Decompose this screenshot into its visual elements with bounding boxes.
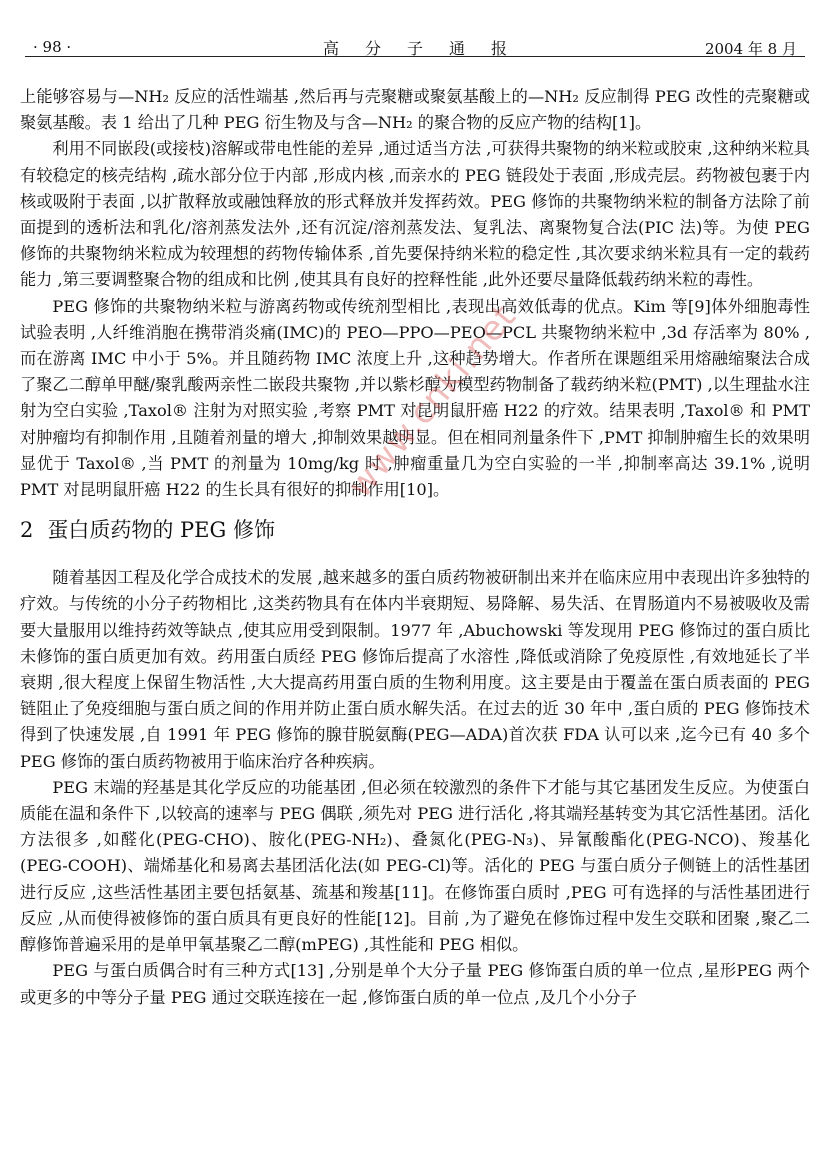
paragraph-1: 上能够容易与—NH₂ 反应的活性端基 ,然后再与壳聚糖或聚氨基酸上的—NH₂ 反应制得 PEG 改性的壳聚糖或聚氨基酸。表 1 给出了几种 PEG 衍生物及与含—NH₂ 的聚合物的反应产物的结构[1]。 [20,87,810,133]
journal-title: 高分子通报 [322,39,533,58]
running-header [25,30,805,57]
paragraph-2: 利用不同嵌段(或接枝)溶解或带电性能的差异 ,通过适当方法 ,可获得共聚物的纳米粒或胶束 ,这种纳米粒具有较稳定的核壳结构 ,疏水部分位于内部 ,形成内核 ,而亲水的 PEG 链段处于表面 ,形成壳层。药物被包裹于内核或吸附于表面 ,以扩散释放或融蚀释放的形式释放并发挥药效。PEG 修饰的共聚物纳米粒的制备方法除了前面提到的透析法和乳化/溶剂蒸发法外 ,还有沉淀/溶剂蒸发法、复乳法、离聚物复合法(PIC 法)等。为使 PEG 修饰的共聚物纳米粒成为较理想的药物传输体系 ,首先要保持纳米粒的稳定性 ,其次要求纳米粒具有一定的载药能力 ,第三要调整聚合物的组成和比例 ,使其具有良好的控释性能 ,此外还要尽量降低载药纳米粒的毒性。 [20,139,810,290]
section-number: 2 [20,518,34,543]
page-number: · 98 · [33,38,72,56]
section-heading [20,515,810,545]
paragraph-4: 随着基因工程及化学合成技术的发展 ,越来越多的蛋白质药物被研制出来并在临床应用中表现出许多独特的疗效。与传统的小分子药物相比 ,这类药物具有在体内半衰期短、易降解、易失活、在胃肠道内不易被吸收及需要大量服用以维持药效等缺点 ,使其应用受到限制。1977 年 ,Abuchowski 等发现用 PEG 修饰过的蛋白质比未修饰的蛋白质更加有效。药用蛋白质经 PEG 修饰后提高了水溶性 ,降低或消除了免疫原性 ,有效地延长了半衰期 ,很大程度上保留生物活性 ,大大提高药用蛋白质的生物利用度。这主要是由于覆盖在蛋白质表面的 PEG 链阻止了免疫细胞与蛋白质之间的作用并防止蛋白质水解失活。在过去的近 30 年中 ,蛋白质的 PEG 修饰技术得到了快速发展 ,自 1991 年 PEG 修饰的腺苷脱氨酶(PEG—ADA)首次获 FDA 认可以来 ,迄今已有 40 多个 PEG 修饰的蛋白质药物被用于临床治疗各种疾病。 [20,568,810,771]
issue-date: 2004 年 8 月 [704,40,797,58]
watermark: www.cnki.net [340,296,525,506]
article-body [20,84,810,1011]
paragraph-5: PEG 末端的羟基是其化学反应的功能基团 ,但必须在较激烈的条件下才能与其它基团发生反应。为使蛋白质能在温和条件下 ,以较高的速率与 PEG 偶联 ,须先对 PEG 进行活化 ,将其端羟基转变为其它活性基团。活化方法很多 ,如醛化(PEG-CHO)、胺化(PEG-NH₂)、叠氮化(PEG-N₃)、异氰酸酯化(PEG-NCO)、羧基化(PEG-COOH)、端烯基化和易离去基团活化法(如 PEG-Cl)等。活化的 PEG 与蛋白质分子侧链上的活性基团进行反应 ,这些活性基团主要包括氨基、巯基和羧基[11]。在修饰蛋白质时 ,PEG 可有选择的与活性基团进行反应 ,从而使得被修饰的蛋白质具有更良好的性能[12]。目前 ,为了避免在修饰过程中发生交联和团聚 ,聚乙二醇修饰普遍采用的是单甲氧基聚乙二醇(mPEG) ,其性能和 PEG 相似。 [20,777,810,955]
paragraph-6: PEG 与蛋白质偶合时有三种方式[13] ,分别是单个大分子量 PEG 修饰蛋白质的单一位点 ,星形PEG 两个或更多的中等分子量 PEG 通过交联连接在一起 ,修饰蛋白质的单一位点 ,及几个小分子 [20,961,810,1007]
paragraph-3: PEG 修饰的共聚物纳米粒与游离药物或传统剂型相比 ,表现出高效低毒的优点。Kim 等[9]体外细胞毒性试验表明 ,人纤维消胞在携带消炎痛(IMC)的 PEO—PPO—PEO—PCL 共聚物纳米粒中 ,3d 存活率为 80% ,而在游离 IMC 中小于 5%。并且随药物 IMC 浓度上升 ,这种趋势增大。作者所在课题组采用熔融缩聚法合成了聚乙二醇单甲醚/聚乳酸两亲性二嵌段共聚物 ,并以紫杉醇为模型药物制备了载药纳米粒(PMT) ,以生理盐水注射为空白实验 ,Taxol® 注射为对照实验 ,考察 PMT 对昆明鼠肝癌 H22 的疗效。结果表明 ,Taxol® 和 PMT 对肿瘤均有抑制作用 ,且随着剂量的增大 ,抑制效果越明显。但在相同剂量条件下 ,PMT 抑制肿瘤生长的效果明显优于 Taxol® ,当 PMT 的剂量为 10mg/kg 时 ,肿瘤重量几为空白实验的一半 ,抑制率高达 39.1% ,说明 PMT 对昆明鼠肝癌 H22 的生长具有很好的抑制作用[10]。 [20,296,810,500]
section-title: 蛋白质药物的 PEG 修饰 [47,518,275,543]
